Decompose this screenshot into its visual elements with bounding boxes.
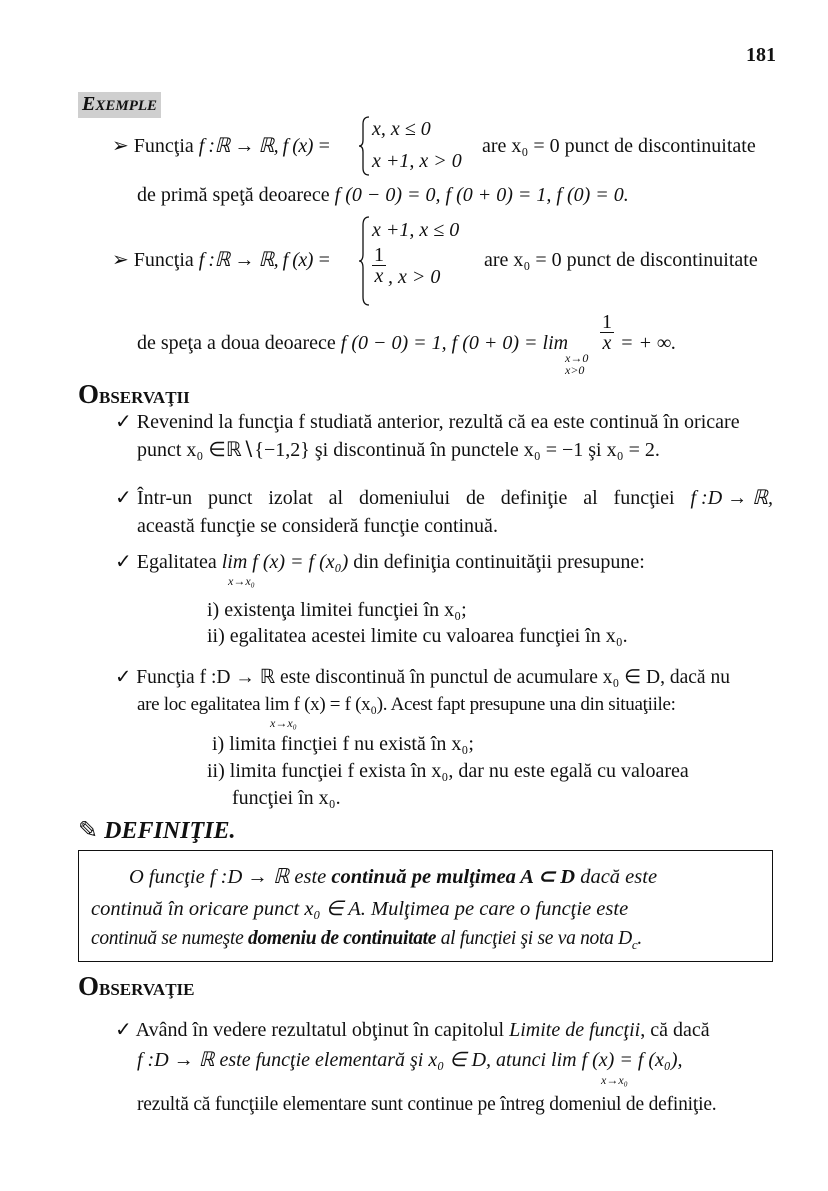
arrow-bullet-icon: ➢ — [112, 135, 129, 157]
sub-item-ii-continuation: funcţiei în x₀. — [232, 787, 341, 809]
text: Funcţia — [133, 135, 199, 157]
heading-initial: O — [78, 971, 100, 1001]
numerator: 1 — [374, 244, 384, 266]
observation-line-1 — [115, 1018, 710, 1042]
word: definiţie — [500, 487, 568, 509]
sub-item-i: i) existenţa limitei funcţiei în x₀; — [207, 599, 467, 621]
brace-symbol — [358, 116, 370, 176]
fraction-1-over-x — [600, 313, 614, 352]
definition-line-1 — [129, 863, 657, 891]
observation-2-line-1 — [137, 486, 773, 510]
text: . — [637, 928, 642, 949]
text: , că dacă — [640, 1019, 710, 1041]
sub-item-ii: ii) limita funcţiei f exista în x₀, dar nu este egală cu valoarea — [207, 760, 689, 782]
definition-heading — [78, 816, 235, 846]
math-expression: f :ℝ → ℝ, f (x) = — [198, 249, 331, 271]
page-number: 181 — [746, 44, 776, 66]
limit-result: = + ∞. — [620, 332, 677, 354]
conclusion: are x₀ = 0 punct de discontinuitate — [482, 135, 756, 157]
limit-subscript: x→x₀ — [228, 574, 255, 588]
text: continuă se numeşte — [91, 928, 249, 949]
definition-box — [78, 850, 773, 962]
word: izolat — [268, 487, 313, 509]
text: al funcţiei şi se va nota D — [436, 928, 632, 949]
sub-item-ii: ii) egalitatea acestei limite cu valoarea funcţiei în x₀. — [207, 625, 628, 647]
denominator: x — [602, 332, 612, 354]
case-2: x +1, x > 0 — [372, 150, 462, 172]
word: domeniului — [358, 487, 451, 509]
limit-subscript: x>0 — [565, 363, 585, 377]
sub-item-i: i) limita fincţiei f nu există în x₀; — [212, 733, 474, 755]
denominator: x — [374, 265, 384, 287]
heading-initial: E — [82, 93, 96, 115]
checkmark-icon: ✓ — [115, 1019, 132, 1041]
text: de speţa a doua deoarece — [137, 332, 341, 354]
observation-line-2: f :D → ℝ este funcţie elementară şi x₀ ∈ D, atunci lim f (x) = f (x₀), — [137, 1049, 683, 1071]
bold-text: domeniu de continuitate — [248, 928, 437, 949]
text: Având în vedere rezultatul obţinut în capitolul — [135, 1019, 510, 1041]
text: Egalitatea — [136, 551, 222, 573]
example-1-line-1 — [112, 134, 330, 158]
heading-rest: BSERVAŢII — [99, 388, 190, 407]
math-expression: lim f (x) = f (x₀) — [221, 551, 349, 573]
example-2-line-2 — [137, 331, 568, 355]
limit-subscript: x→x₀ — [601, 1073, 628, 1087]
math-expression: f (0 − 0) = 1, f (0 + 0) = lim — [340, 332, 569, 354]
heading-rest: XEMPLE — [95, 98, 158, 114]
checkmark-icon: ✓ — [115, 487, 132, 509]
pencil-hand-icon: ✎ — [78, 818, 99, 844]
example-1-line-2 — [137, 183, 629, 207]
heading-rest: BSERVAŢIE — [99, 980, 195, 999]
examples-heading — [78, 92, 161, 118]
definition-line-3 — [91, 925, 642, 959]
fraction-1-over-x — [372, 246, 386, 285]
checkmark-icon: ✓ — [115, 551, 132, 573]
observation-1-line-1 — [115, 410, 740, 434]
text: dacă este — [575, 866, 658, 888]
limit-subscript: x→0 — [565, 351, 589, 365]
text: O funcţie f :D → ℝ este — [129, 866, 332, 888]
word: de — [465, 487, 485, 509]
example-2-line-1 — [112, 248, 330, 272]
observations-heading — [78, 380, 190, 412]
text: de primă speţă deoarece — [137, 184, 335, 206]
observation-4-line-1 — [115, 666, 730, 690]
definition-line-2: continuă în oricare punct x₀ ∈ A. Mulţimea pe care o funcţie este — [91, 898, 629, 920]
observation-4-line-2: are loc egalitatea lim f (x) = f (x₀). Acest fapt presupune una din situaţiile: — [137, 694, 676, 715]
math-expression: f :D → ℝ, — [690, 487, 773, 509]
text: Funcţia — [133, 249, 199, 271]
observation-3-line-1 — [115, 550, 645, 574]
italic-text: Limite de funcţii — [509, 1019, 641, 1041]
heading-initial: O — [78, 379, 100, 409]
text: Funcţia f :D → ℝ este discontinuă în punctul de acumulare x₀ ∈ D, dacă nu — [136, 667, 730, 688]
heading-text: DEFINIŢIE. — [104, 818, 236, 844]
checkmark-icon: ✓ — [115, 411, 132, 433]
conclusion: are x₀ = 0 punct de discontinuitate — [484, 249, 758, 271]
observation-2-line-2: această funcţie se consideră funcţie continuă. — [137, 515, 498, 537]
bold-text: continuă pe mulţimea A ⊂ D — [331, 866, 576, 888]
math-expression: f (0 − 0) = 0, f (0 + 0) = 1, f (0) = 0. — [334, 184, 629, 206]
word: funcţiei — [613, 487, 675, 509]
observation-1-line-2: punct x₀ ∈ℝ∖{−1,2} şi discontinuă în punctele x₀ = −1 şi x₀ = 2. — [137, 439, 660, 461]
arrow-bullet-icon: ➢ — [112, 249, 129, 271]
text: Revenind la funcţia f studiată anterior, rezultă că ea este continuă în oricare — [136, 411, 740, 433]
checkmark-icon: ✓ — [115, 667, 132, 688]
observation-heading — [78, 972, 194, 1004]
math-expression: f :ℝ → ℝ, f (x) = — [198, 135, 331, 157]
word: Într-un — [137, 487, 193, 509]
observation-line-3: rezultă că funcţiile elementare sunt continue pe întreg domeniul de definiţie. — [137, 1094, 717, 1115]
text: din definiţia continuităţii presupune: — [348, 551, 645, 573]
subscript: c — [631, 936, 638, 952]
case-2-condition: , x > 0 — [388, 266, 441, 288]
brace-symbol — [358, 216, 370, 306]
word: punct — [208, 487, 253, 509]
word: al — [328, 487, 344, 509]
case-1: x +1, x ≤ 0 — [372, 219, 460, 241]
case-1: x, x ≤ 0 — [372, 118, 431, 140]
numerator: 1 — [602, 311, 612, 333]
word: al — [583, 487, 598, 509]
limit-subscript: x→x₀ — [270, 716, 297, 730]
